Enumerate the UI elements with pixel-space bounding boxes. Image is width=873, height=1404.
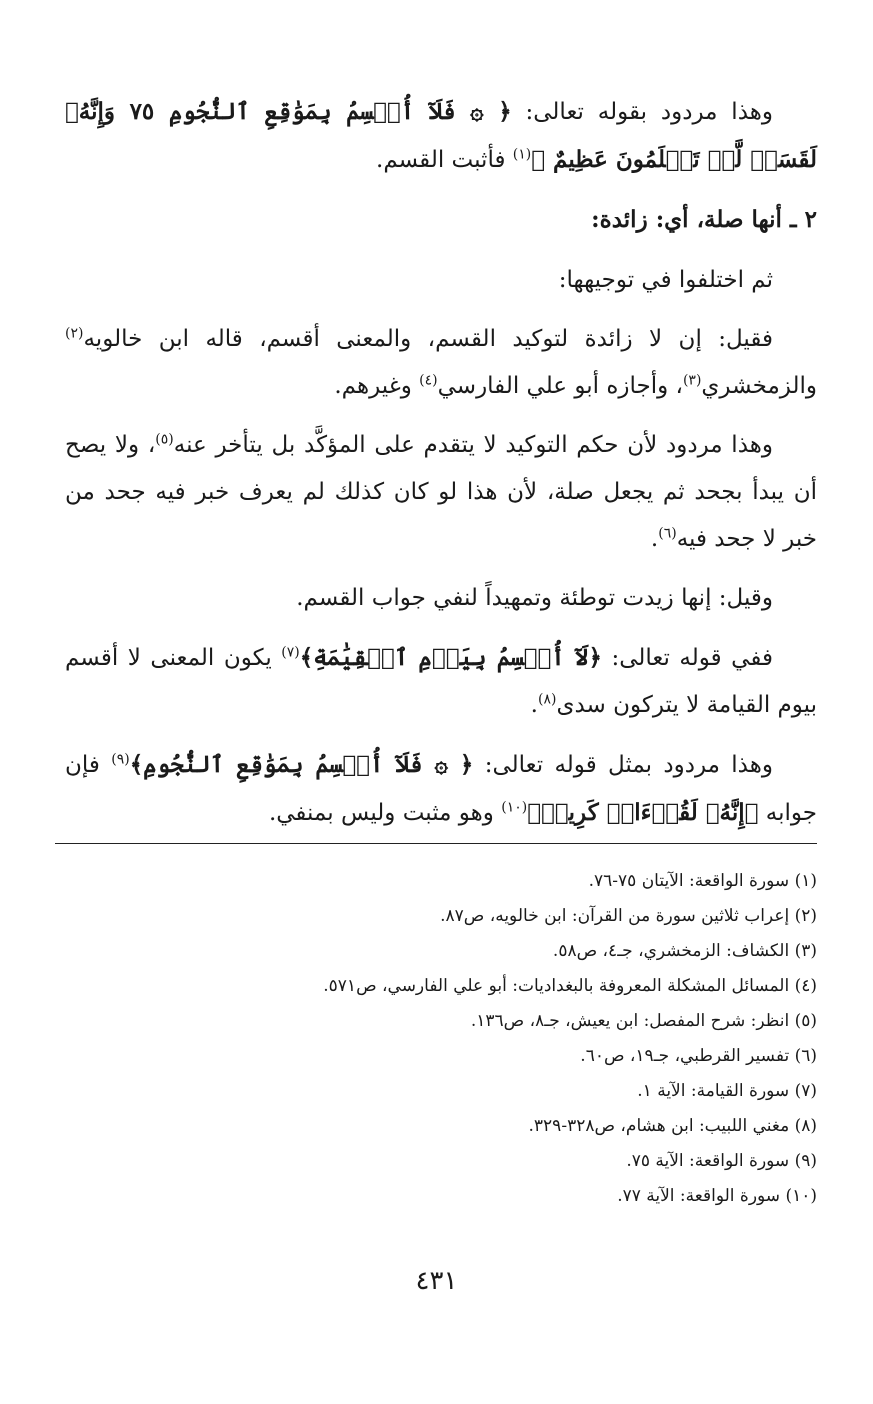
paragraph-text: والزمخشري [701,373,817,399]
footnote-item: (٦) تفسير القرطبي، جـ١٩، ص٦٠. [580,1046,817,1066]
paragraph-text: ، ولا يصح أن يبدأ بجحد ثم يجعل صلة، لأن هذا لو كان كذلك لم يعرف خبر فيه جحد من خبر لا جحد فيه [65,432,817,552]
footnote-ref: (٩) [111,751,130,768]
paragraph-text: وغيرهم. [334,373,420,399]
paragraph-7 [65,741,817,837]
paragraph-text: فقيل: إن لا زائدة لتوكيد القسم، والمعنى أقسم، قاله ابن خالويه [83,326,773,352]
paragraph-text: وهذا مردود لأن حكم التوكيد لا يتقدم على المؤكَّد بل يتأخر عنه [173,432,774,458]
paragraph-6 [65,634,817,729]
footnote-item: (٨) مغني اللبيب: ابن هشام، ص٣٢٨-٣٢٩. [528,1116,817,1136]
paragraph-text: ، وأجازه أبو علي الفارسي [437,373,683,399]
footnote-ref: (١٠) [501,799,528,816]
paragraph-text: فأثبت القسم. [376,147,513,173]
paragraph-1 [65,88,817,184]
footnote-ref: (٣) [682,372,702,389]
paragraph-5: وقيل: إنها زيدت توطئة وتمهيداً لنفي جواب القسم. [296,585,773,611]
paragraph-text: فإن جوابه [65,752,817,826]
quran-quote: ﴿إِنَّهُۥ لَقُرۡءَانٞ كَرِيمٞ﴾ [527,799,759,826]
paragraph-text: ففي قوله تعالى: [601,645,773,671]
footnotes-list [57,864,817,1214]
quran-quote: ﴿ ۞ فَلَآ أُقۡسِمُ بِمَوَٰقِعِ ٱلنُّجُومِ﴾ [129,751,474,778]
footnote-ref: (٤) [419,372,438,389]
footnote-item: (١٠) سورة الواقعة: الآية ٧٧. [617,1186,817,1206]
page-number: ٤٣١ [415,1266,458,1296]
footnote-item: (٢) إعراب ثلاثين سورة من القرآن: ابن خالويه، ص٨٧. [440,906,817,926]
footnote-item: (٧) سورة القيامة: الآية ١. [637,1081,817,1101]
paragraph-text: يكون المعنى لا أقسم بيوم القيامة لا يتركون سدى [65,645,817,718]
footnote-item: (١) سورة الواقعة: الآيتان ٧٥-٧٦. [588,871,817,891]
section-heading: ٢ ـ أنها صلة، أي: زائدة: [591,206,817,233]
footnote-ref: (٥) [155,431,174,448]
footnote-divider [55,843,817,844]
quran-quote: ﴿لَآ أُقۡسِمُ بِيَوۡمِ ٱلۡقِيَٰمَةِ﴾ [299,644,602,671]
footnote-ref: (٨) [537,691,557,708]
footnote-item: (٥) انظر: شرح المفصل: ابن يعيش، جـ٨، ص١٣٦. [470,1011,817,1031]
paragraph-text: وهذا مردود بمثل قوله تعالى: [473,752,773,778]
paragraph-4 [65,422,817,563]
paragraph-2: ثم اختلفوا في توجيهها: [558,267,773,293]
footnote-ref: (٧) [281,644,300,661]
paragraph-text: وهو مثبت وليس بمنفي. [268,800,502,826]
footnote-ref: (٢) [65,325,84,342]
paragraph-3 [65,316,817,410]
main-text [65,88,817,849]
paragraph-text: . [530,692,538,718]
paragraph-text: . [650,526,659,552]
footnote-item: (٣) الكشاف: الزمخشري، جـ٤، ص٥٨. [552,941,817,961]
footnote-ref: (١) [512,146,532,163]
footnote-item: (٩) سورة الواقعة: الآية ٧٥. [626,1151,817,1171]
quran-quote: ﴿ ۞ فَلَآ أُقۡسِمُ بِمَوَٰقِعِ ٱلنُّجُومِ ٧٥ وَإِنَّهُۥ لَقَسَمٞ لَّوۡ تَعۡلَمُونَ عَظِيمٌ ﴾ [65,98,817,173]
paragraph-text: وهذا مردود بقوله تعالى: [511,99,774,125]
footnote-ref: (٦) [658,525,677,542]
footnote-item: (٤) المسائل المشكلة المعروفة بالبغداديات: أبو علي الفارسي، ص٥٧١. [323,976,817,996]
